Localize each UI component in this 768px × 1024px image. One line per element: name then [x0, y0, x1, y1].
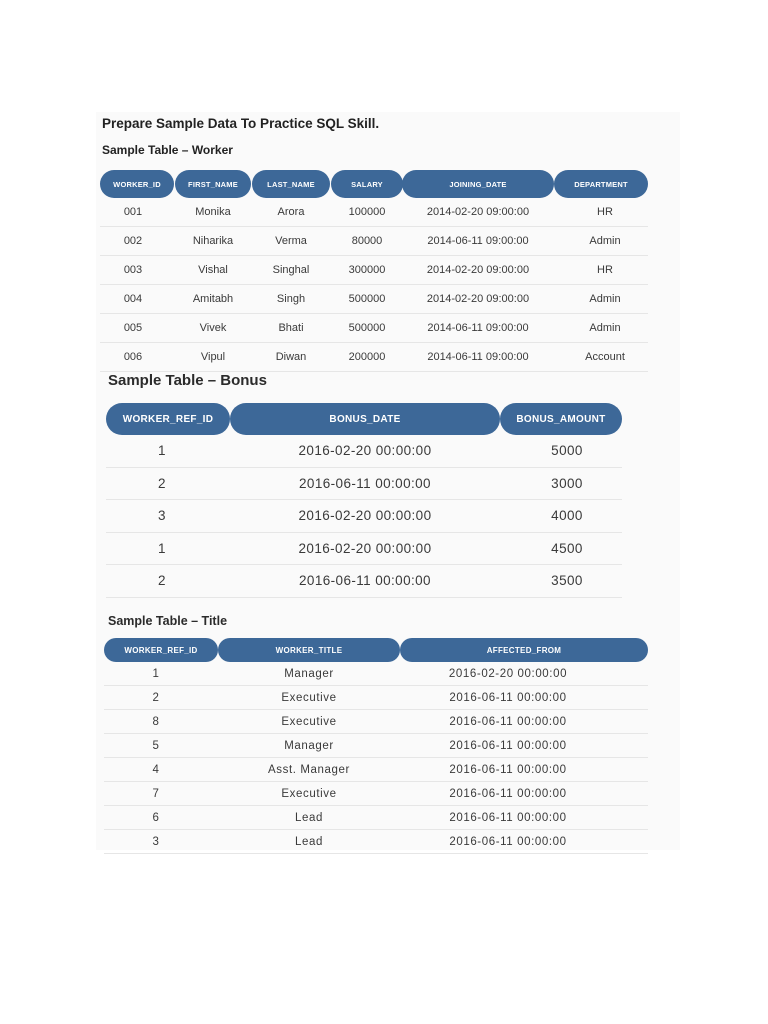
table-cell-joining-date: 2014-02-20 09:00:00: [426, 264, 530, 276]
table-cell-last-name: Diwan: [275, 351, 307, 363]
table-cell-worker-title: Executive: [281, 788, 337, 800]
column-header-worker-title: WORKER_TITLE: [218, 638, 400, 662]
table-cell-affected-from: 2016-02-20 00:00:00: [448, 668, 568, 680]
table-cell-bonus-date: 2016-06-11 00:00:00: [299, 573, 431, 588]
column-header-worker-id: WORKER_ID: [100, 170, 174, 198]
table-cell-last-name: Singhal: [272, 264, 310, 276]
table-cell-joining-date: 2014-06-11 09:00:00: [427, 235, 529, 247]
table-cell-salary: 80000: [351, 235, 383, 247]
table-cell-joining-date: 2014-06-11 09:00:00: [427, 351, 529, 363]
table-cell-affected-from: 2016-06-11 00:00:00: [449, 836, 567, 848]
table-cell-worker-ref-id: 1: [158, 540, 166, 556]
table-cell-affected-from: 2016-06-11 00:00:00: [449, 692, 567, 704]
table-cell-first-name: Amitabh: [192, 293, 234, 305]
table-row: [104, 830, 648, 854]
table-cell-last-name: Verma: [275, 235, 307, 247]
table-cell-worker-title: Executive: [281, 716, 337, 728]
table-cell-last-name: Singh: [276, 293, 306, 305]
table-row: [106, 533, 622, 566]
table-row: [100, 198, 648, 227]
table-row: [106, 435, 622, 468]
table-cell-worker-id: 001: [123, 206, 143, 218]
worker-table-title: Sample Table – Worker: [102, 143, 233, 157]
table-cell-worker-ref-id: 3: [152, 836, 160, 848]
table-row: [100, 256, 648, 285]
table-cell-worker-ref-id: 2: [158, 475, 166, 491]
table-cell-department: Admin: [589, 235, 621, 247]
table-cell-worker-ref-id: 2: [152, 692, 160, 704]
table-cell-worker-title: Manager: [284, 668, 334, 680]
table-cell-first-name: Vivek: [199, 322, 227, 334]
table-cell-first-name: Monika: [195, 206, 231, 218]
table-cell-joining-date: 2014-02-20 09:00:00: [426, 293, 530, 305]
table-row: [104, 758, 648, 782]
table-cell-worker-title: Executive: [281, 692, 337, 704]
column-header-bonus-amount: BONUS_AMOUNT: [500, 403, 622, 435]
table-cell-first-name: Niharika: [192, 235, 234, 247]
table-cell-salary: 200000: [348, 351, 386, 363]
table-cell-bonus-date: 2016-02-20 00:00:00: [298, 443, 432, 458]
column-header-joining-date: JOINING_DATE: [402, 170, 554, 198]
table-cell-department: Account: [585, 351, 625, 363]
table-cell-worker-title: Asst. Manager: [268, 764, 350, 776]
table-cell-worker-id: 004: [123, 293, 143, 305]
table-cell-affected-from: 2016-06-11 00:00:00: [449, 812, 567, 824]
column-header-department: DEPARTMENT: [554, 170, 648, 198]
table-cell-worker-ref-id: 5: [152, 740, 160, 752]
page-title: Prepare Sample Data To Practice SQL Skill.: [102, 116, 380, 131]
table-row: [104, 806, 648, 830]
table-cell-worker-id: 002: [123, 235, 143, 247]
table-cell-first-name: Vipul: [200, 351, 226, 363]
table-cell-worker-ref-id: 7: [152, 788, 160, 800]
table-cell-affected-from: 2016-06-11 00:00:00: [449, 740, 567, 752]
table-cell-bonus-amount: 3000: [551, 475, 583, 491]
table-cell-salary: 300000: [348, 264, 386, 276]
table-row: [104, 734, 648, 758]
table-cell-last-name: Bhati: [278, 322, 304, 334]
table-cell-bonus-date: 2016-06-11 00:00:00: [299, 475, 431, 491]
table-cell-bonus-date: 2016-02-20 00:00:00: [298, 540, 432, 556]
column-header-last-name: LAST_NAME: [252, 170, 330, 198]
table-cell-worker-title: Lead: [295, 812, 323, 824]
bonus-table-title: Sample Table – Bonus: [108, 372, 267, 389]
table-cell-last-name: Arora: [277, 206, 305, 218]
table-cell-affected-from: 2016-06-11 00:00:00: [449, 764, 567, 776]
table-cell-worker-title: Lead: [295, 836, 323, 848]
table-row: [104, 662, 648, 686]
table-cell-worker-title: Manager: [284, 740, 334, 752]
table-cell-worker-ref-id: 3: [158, 508, 166, 523]
table-cell-first-name: Vishal: [198, 264, 228, 276]
bonus-table: [106, 403, 624, 603]
table-cell-affected-from: 2016-06-11 00:00:00: [449, 788, 567, 800]
table-cell-affected-from: 2016-06-11 00:00:00: [449, 716, 567, 728]
table-row: [100, 343, 648, 372]
table-cell-department: Admin: [589, 322, 621, 334]
title-table-title: Sample Table – Title: [108, 614, 228, 628]
title-table: [104, 638, 650, 853]
table-cell-worker-ref-id: 1: [152, 668, 160, 680]
table-cell-bonus-amount: 5000: [551, 443, 583, 458]
column-header-first-name: FIRST_NAME: [175, 170, 251, 198]
worker-table: [100, 170, 648, 370]
column-header-worker-ref-id: WORKER_REF_ID: [104, 638, 218, 662]
table-cell-department: Admin: [589, 293, 621, 305]
table-cell-bonus-date: 2016-02-20 00:00:00: [298, 508, 432, 523]
table-cell-worker-ref-id: 8: [152, 716, 160, 728]
table-row: [104, 686, 648, 710]
table-row: [100, 227, 648, 256]
table-row: [106, 468, 622, 501]
table-row: [104, 782, 648, 806]
table-row: [104, 710, 648, 734]
table-cell-salary: 500000: [348, 322, 386, 334]
table-cell-salary: 100000: [348, 206, 386, 218]
column-header-affected-from: AFFECTED_FROM: [400, 638, 648, 662]
table-row: [106, 500, 622, 533]
table-cell-bonus-amount: 4000: [551, 508, 583, 523]
table-row: [100, 314, 648, 343]
table-cell-worker-id: 003: [123, 264, 143, 276]
table-cell-worker-ref-id: 6: [152, 812, 160, 824]
table-cell-department: HR: [597, 206, 613, 218]
column-header-salary: SALARY: [331, 170, 403, 198]
table-cell-worker-ref-id: 1: [158, 443, 166, 458]
table-cell-joining-date: 2014-06-11 09:00:00: [427, 322, 529, 334]
table-cell-worker-ref-id: 2: [158, 573, 166, 588]
table-cell-joining-date: 2014-02-20 09:00:00: [426, 206, 530, 218]
table-cell-bonus-amount: 3500: [551, 573, 583, 588]
table-cell-worker-id: 005: [123, 322, 143, 334]
table-cell-worker-ref-id: 4: [152, 764, 160, 776]
table-cell-worker-id: 006: [123, 351, 143, 363]
table-cell-department: HR: [597, 264, 613, 276]
column-header-worker-ref-id: WORKER_REF_ID: [106, 403, 230, 435]
table-cell-salary: 500000: [348, 293, 386, 305]
table-row: [100, 285, 648, 314]
table-row: [106, 565, 622, 598]
table-cell-bonus-amount: 4500: [551, 540, 583, 556]
column-header-bonus-date: BONUS_DATE: [230, 403, 500, 435]
